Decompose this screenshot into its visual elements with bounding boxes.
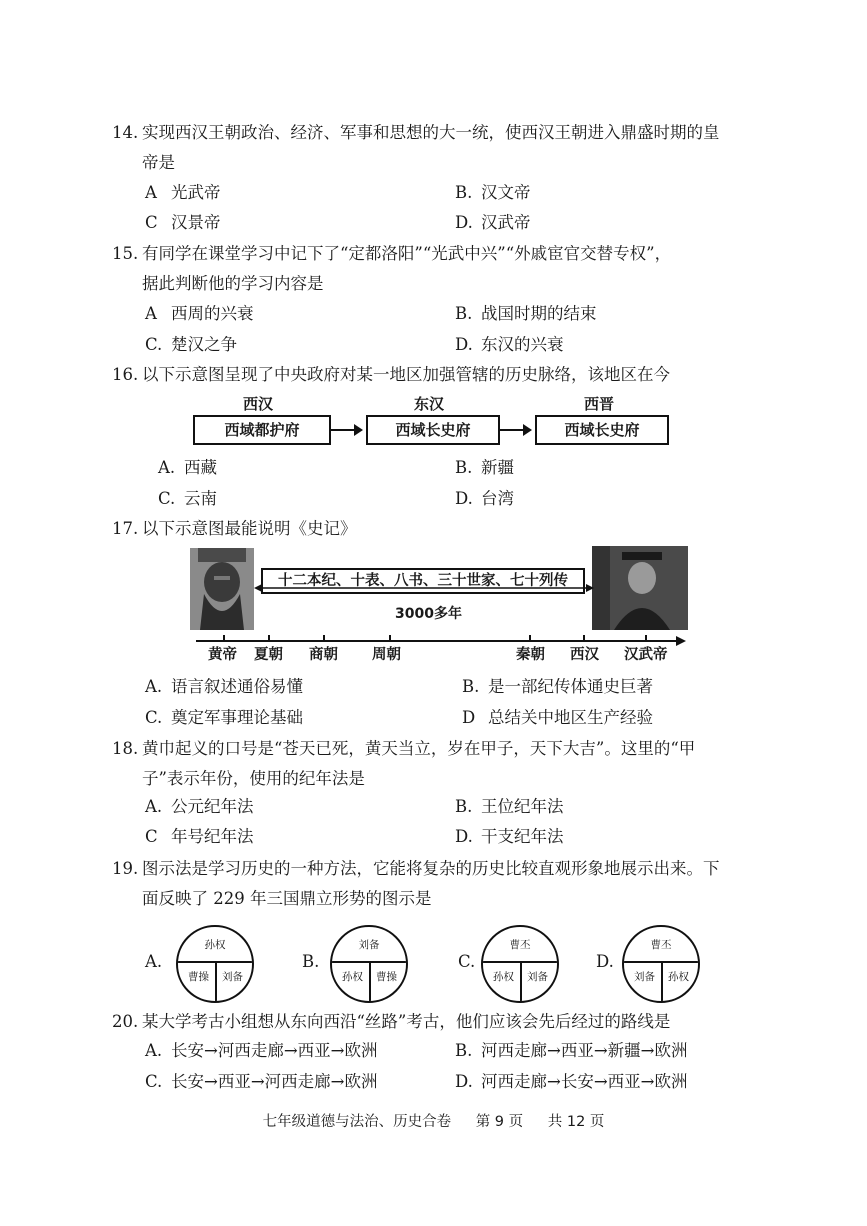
option-a[interactable]: A. 语言叙述通俗易懂 bbox=[145, 677, 303, 696]
era-label: 西汉 bbox=[243, 395, 274, 413]
page-footer bbox=[0, 1110, 867, 1131]
huangdi-portrait-image bbox=[190, 548, 254, 630]
circle-option-letter[interactable]: D. bbox=[596, 952, 614, 971]
option-a[interactable]: A 西周的兴衰 bbox=[145, 304, 254, 323]
option-a[interactable]: A. 公元纪年法 bbox=[145, 797, 254, 816]
question-stem: 以下示意图最能说明《史记》 bbox=[142, 519, 357, 538]
timeline-era: 西汉 bbox=[570, 647, 599, 663]
circle-option-letter[interactable]: A. bbox=[145, 952, 163, 971]
footer-page: 第 9 页 bbox=[475, 1114, 524, 1130]
option-d[interactable]: D. 汉武帝 bbox=[455, 213, 531, 232]
timeline-era: 秦朝 bbox=[516, 647, 545, 663]
question-stem: 实现西汉王朝政治、经济、军事和思想的大一统，使西汉王朝进入鼎盛时期的皇 帝是 bbox=[142, 123, 720, 172]
question-18 bbox=[112, 734, 762, 794]
timeline-era: 汉武帝 bbox=[624, 647, 668, 663]
option-c[interactable]: C 汉景帝 bbox=[145, 213, 221, 232]
question-19 bbox=[112, 854, 762, 914]
shiji-structure-box: 十二本纪、十表、八书、三十世家、七十列传 bbox=[261, 568, 585, 594]
question-number: 20. bbox=[112, 1012, 139, 1031]
option-d[interactable]: D. 台湾 bbox=[455, 489, 514, 508]
era-label: 东汉 bbox=[414, 395, 445, 413]
footer-total: 共 12 页 bbox=[547, 1114, 605, 1130]
option-c[interactable]: C. 楚汉之争 bbox=[145, 335, 237, 354]
question-number: 15. bbox=[112, 244, 139, 263]
flow-box: 西域长史府 bbox=[366, 415, 500, 445]
question-number: 17. bbox=[112, 519, 139, 538]
option-a[interactable]: A. 西藏 bbox=[158, 458, 217, 477]
flow-arrow bbox=[331, 429, 361, 431]
question-number: 19. bbox=[112, 859, 139, 878]
timeline-era: 商朝 bbox=[309, 647, 338, 663]
question-stem: 以下示意图呈现了中央政府对某一地区加强管辖的历史脉络，该地区在今 bbox=[142, 365, 670, 384]
question-stem: 有同学在课堂学习中记下了“定都洛阳”“光武中兴”“外戚宦官交替专权”， 据此判断他的学习内容是 bbox=[142, 244, 672, 293]
power-circle-b[interactable]: 刘备 孙权 曹操 bbox=[330, 925, 408, 1003]
span-label: 3000多年 bbox=[395, 606, 462, 622]
option-c[interactable]: C. 长安→西亚→河西走廊→欧洲 bbox=[145, 1072, 378, 1091]
option-c[interactable]: C 年号纪年法 bbox=[145, 827, 254, 846]
question-number: 16. bbox=[112, 365, 139, 384]
question-20 bbox=[112, 1007, 762, 1037]
circle-option-letter[interactable]: B. bbox=[302, 952, 320, 971]
option-b[interactable]: B. 汉文帝 bbox=[455, 183, 531, 202]
power-circle-a[interactable]: 孙权 曹操 刘备 bbox=[176, 925, 254, 1003]
option-d[interactable]: D 总结关中地区生产经验 bbox=[462, 708, 653, 727]
option-b[interactable]: B. 河西走廊→西亚→新疆→欧洲 bbox=[455, 1041, 688, 1060]
option-d[interactable]: D. 东汉的兴衰 bbox=[455, 335, 564, 354]
question-17 bbox=[112, 514, 762, 544]
question-number: 18. bbox=[112, 739, 139, 758]
question-16 bbox=[112, 360, 762, 390]
option-b[interactable]: B. 新疆 bbox=[455, 458, 514, 477]
era-label: 西晋 bbox=[584, 395, 615, 413]
option-c[interactable]: C. 奠定军事理论基础 bbox=[145, 708, 303, 727]
option-b[interactable]: B. 王位纪年法 bbox=[455, 797, 564, 816]
flow-arrow bbox=[500, 429, 530, 431]
option-b[interactable]: B. 是一部纪传体通史巨著 bbox=[462, 677, 653, 696]
question-number: 14. bbox=[112, 123, 139, 142]
question-15 bbox=[112, 239, 762, 299]
timeline-era: 周朝 bbox=[372, 647, 401, 663]
option-c[interactable]: C. 云南 bbox=[158, 489, 217, 508]
timeline-era: 夏朝 bbox=[254, 647, 283, 663]
option-b[interactable]: B. 战国时期的结束 bbox=[455, 304, 597, 323]
power-circle-d[interactable]: 曹丕 刘备 孙权 bbox=[622, 925, 700, 1003]
circle-option-letter[interactable]: C. bbox=[458, 952, 476, 971]
option-a[interactable]: A 光武帝 bbox=[145, 183, 221, 202]
flow-box: 西域都护府 bbox=[193, 415, 331, 445]
footer-title: 七年级道德与法治、历史合卷 bbox=[262, 1114, 452, 1130]
question-14 bbox=[112, 118, 762, 178]
emperor-wu-portrait-image bbox=[592, 546, 688, 630]
question-stem: 某大学考古小组想从东向西沿“丝路”考古，他们应该会先后经过的路线是 bbox=[142, 1012, 671, 1031]
timeline-era: 黄帝 bbox=[208, 647, 237, 663]
option-d[interactable]: D. 河西走廊→长安→西亚→欧洲 bbox=[455, 1072, 688, 1091]
flow-box: 西域长史府 bbox=[535, 415, 669, 445]
question-stem: 图示法是学习历史的一种方法，它能将复杂的历史比较直观形象地展示出来。下 面反映了 229 年三国鼎立形势的图示是 bbox=[142, 859, 720, 908]
question-stem: 黄巾起义的口号是“苍天已死，黄天当立，岁在甲子，天下大吉”。这里的“甲 子”表示年份，使用的纪年法是 bbox=[142, 739, 696, 788]
power-circle-c[interactable]: 曹丕 孙权 刘备 bbox=[481, 925, 559, 1003]
span-arrow bbox=[254, 582, 594, 594]
option-a[interactable]: A. 长安→河西走廊→西亚→欧洲 bbox=[145, 1041, 378, 1060]
option-d[interactable]: D. 干支纪年法 bbox=[455, 827, 564, 846]
